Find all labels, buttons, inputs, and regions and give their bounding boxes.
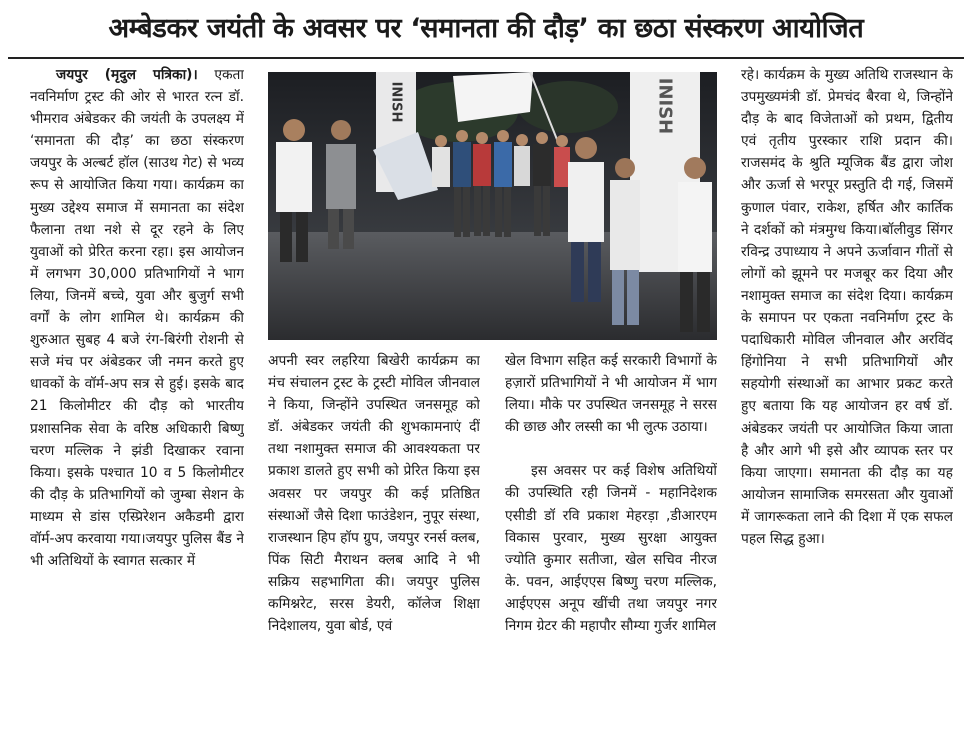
event-photo: [268, 72, 717, 340]
column-3-text-a: खेल विभाग सहित कई सरकारी विभागों के हज़ारों प्रतिभागियों ने भी आयोजन में भाग लिया। मौके पर उपस्थित जनसमूह ने सरस की छाछ और लस्सी का भी लुत्फ उठाया।: [505, 353, 717, 436]
column-3: [505, 350, 717, 740]
column-2-text: अपनी स्वर लहरिया बिखेरी कार्यक्रम का मंच संचालन ट्रस्ट के ट्रस्टी मोविल जीनवाल ने किया, जिन्होंने उपस्थित जनसमूह को डॉ. अंबेडकर जयंती की शुभकामनाएं दीं तथा नशामुक्त समाज की आवश्यकता पर प्रकाश डालते हुए सभी को प्रेरित किया इस अवसर पर जयपुर की कई प्रतिष्ठित संस्थाओं जैसे दिशा फाउंडेशन, नुपूर संस्था, राजस्थान हिप हॉप ग्रुप, जयपुर रनर्स क्लब, पिंक सिटी मैराथन क्लब आदि ने भी सक्रिय सहभागिता की। जयपुर पुलिस कमिश्नरेट, सरस डेयरी, कॉलेज शिक्षा निदेशालय, युवा बोर्ड, एवं: [268, 353, 480, 635]
event-photo-illustration: [268, 72, 717, 340]
headline-rule: [8, 57, 964, 59]
column-2: [268, 350, 480, 740]
column-3-text-b: इस अवसर पर कई विशेष अतिथियों की उपस्थिति रही जिनमें - महानिदेशक एसीडी डॉ रवि प्रकाश मेहरड़ा ,डीआरएम विकास पुरवार, मुख्य सुरक्षा आयुक्त ज्योति कुमार सतीजा, खेल सचिव नीरज के. पवन, आईएएस बिष्णु चरण मल्लिक, आईएएस अनूप खींची तथा जयपुर नगर निगम ग्रेटर की महापौर सौम्या गुर्जर शामिल: [505, 463, 717, 635]
column-4: [741, 64, 953, 740]
finish-banner-right-text: INISH: [654, 77, 676, 135]
column-4-text: रहे। कार्यक्रम के मुख्य अतिथि राजस्थान के उपमुख्यमंत्री डॉ. प्रेमचंद बैरवा थे, जिन्होंने दौड़ के बाद विजेताओं को प्रथम, द्वितीय एवं तृतीय पुरस्कार राशि प्रदान की। राजसमंद के श्रुति म्यूजिक बैंड द्वारा जोश और ऊर्जा से भरपूर प्रस्तुति दी गई, जिसमें कुणाल पंवार, राकेश, हर्षित और कार्तिक ने दर्शकों को मंत्रमुग्ध किया।बॉलीवुड सिंगर रविन्द्र उपाध्याय ने अपने ऊर्जावान गीतों से लोगों को झूमने पर मजबूर कर दिया और नशामुक्त समाज का संदेश दिया। कार्यक्रम के समापन पर एकता नवनिर्माण ट्रस्ट के पदाधिकारी मोविल जीनवाल और अरविंद हिंगोनिया ने सभी प्रतिभागियों और सहयोगी संस्थाओं का आभार प्रकट करते हुए बताया कि यह आयोजन हर वर्ष डॉ. अंबेडकर जयंती पर आयोजित किया जाता है और आगे भी इसे और व्यापक स्तर पर किया जाएगा। समानता की दौड़ का यह आयोजन सामाजिक समरसता और युवाओं में जागरूकता लाने की दिशा में एक सफल पहल सिद्ध हुआ।: [741, 67, 953, 547]
column-1-text: एकता नवनिर्माण ट्रस्ट की ओर से भारत रत्न डॉ. भीमराव अंबेडकर की जयंती के उपलक्ष्य में ‘समानता की दौड़’ का छठा संस्करण जयपुर के अल्बर्ट हॉल (साउथ गेट) से भव्य रूप से आयोजित किया गया। कार्यक्रम का मुख्य उद्देश्य समाज में समानता का संदेश फैलाना तथा नशे से दूर रहने के लिए युवाओं को प्रेरित करना रहा। इस आयोजन में लगभग 30,000 प्रतिभागियों ने भाग लिया, जिनमें बच्चे, युवा और बुजुर्ग सभी वर्गों के लोग शामिल थे। कार्यक्रम की शुरुआत सुबह 4 बजे रंग-बिरंगी रोशनी से सजे मंच पर अंबेडकर जी नमन करते हुए धावकों के वॉर्म-अप सत्र से हुई। इसके बाद 21 किलोमीटर की दौड़ को भारतीय प्रशासनिक सेवा के वरिष्ठ अधिकारी बिष्णु चरण मल्लिक ने झंडी दिखाकर रवाना किया। इसके पश्चात 10 व 5 किलोमीटर की दौड़ के प्रतिभागियों को जुम्बा सेशन के माध्यम से डांस एस्प्रिरेशन अकैडमी द्वारा वॉर्म-अप करवाया गया।जयपुर पुलिस बैंड ने भी अतिथियों के स्वागत सत्कार में: [30, 67, 244, 570]
finish-banner-left-text: INISH: [388, 81, 404, 123]
column-1: [30, 64, 244, 740]
dateline: जयपुर (मृदुल पत्रिका)।: [56, 67, 198, 83]
headline: अम्बेडकर जयंती के अवसर पर ‘समानता की दौड़’ का छठा संस्करण आयोजित: [108, 13, 864, 44]
